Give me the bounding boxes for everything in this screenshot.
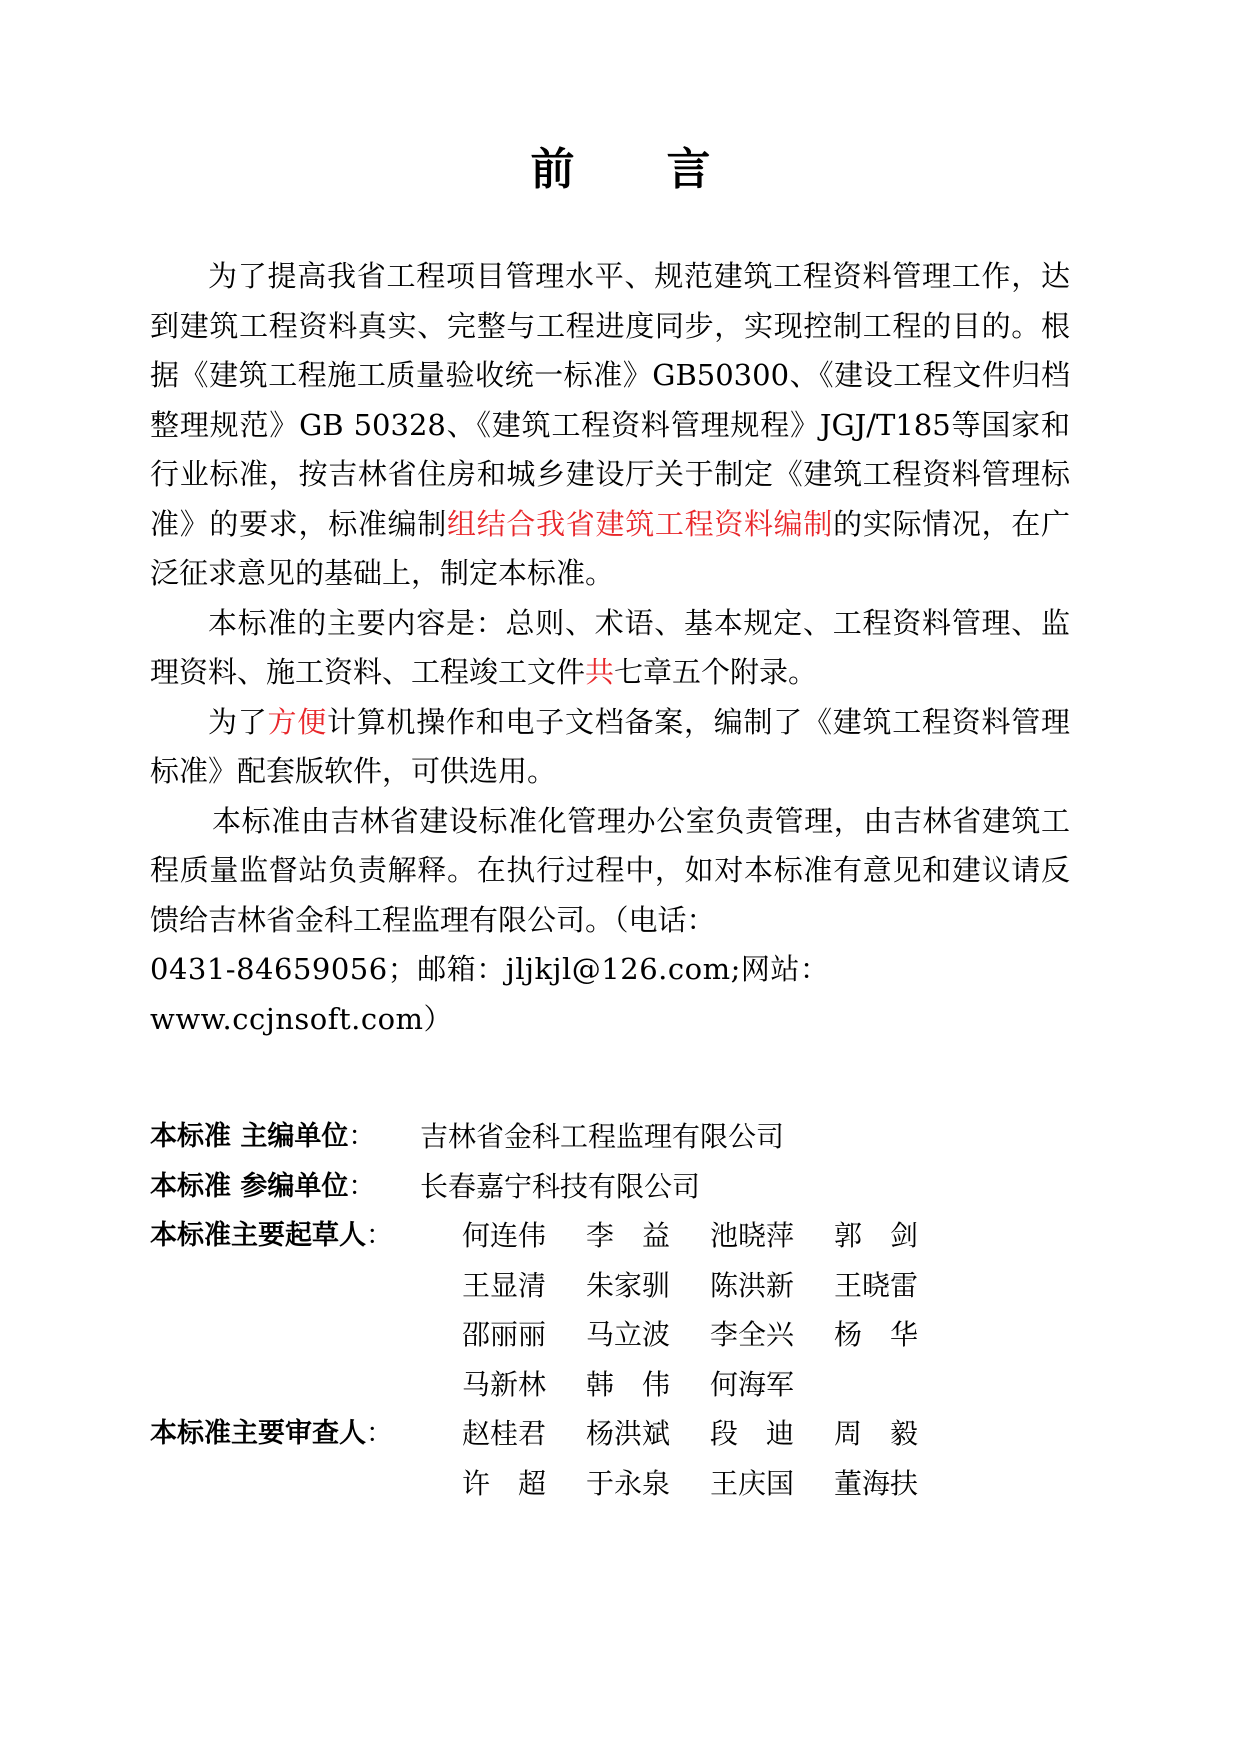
paragraph-3-text: 为了	[208, 704, 268, 739]
paragraph-3-highlight: 方便	[267, 704, 327, 739]
chief-unit-label: 本标准 主编单位：	[150, 1121, 376, 1152]
drafter-name: 王显清	[462, 1268, 547, 1302]
contact-phone-email: 0431-84659056；邮箱：jljkjl@126.com;网站：	[150, 952, 830, 986]
paragraph-2	[150, 599, 1070, 698]
drafter-name: 杨 华	[834, 1318, 919, 1351]
preface-body	[150, 252, 1070, 1044]
paragraph-3	[150, 698, 1070, 797]
contact-line	[150, 945, 1070, 995]
paragraph-2-text: 本标准的主要内容是：总则、术语、基本规定、工程资料管理、监理资料、施工资料、工程竣工文件	[150, 605, 1070, 689]
website-line	[150, 995, 1070, 1045]
drafter-name: 朱家驯	[586, 1268, 671, 1302]
paragraph-1	[150, 252, 1070, 599]
reviewers-label: 本标准主要审查人：	[150, 1418, 393, 1449]
paragraph-2-highlight: 共	[585, 655, 615, 689]
drafter-name: 何海军	[710, 1367, 795, 1401]
drafter-name: 马新林	[462, 1367, 547, 1401]
reviewer-name: 杨洪斌	[586, 1417, 671, 1450]
drafter-name: 邵丽丽	[462, 1318, 547, 1351]
reviewer-name: 董海扶	[834, 1466, 919, 1500]
drafter-name: 池晓萍	[710, 1219, 795, 1252]
reviewer-name: 许 超	[462, 1466, 547, 1500]
reviewer-name: 于永泉	[586, 1466, 671, 1500]
drafter-name: 陈洪新	[710, 1268, 795, 1302]
drafter-name: 李 益	[586, 1219, 671, 1252]
paragraph-4	[150, 797, 1070, 946]
paragraph-1-text: 为了提高我省工程项目管理水平、规范建筑工程资料管理工作，达到建筑工程资料真实、完整与工程进度同步，实现控制工程的目的。根据《建筑工程施工质量验收统一标准》GB50300、《建设工程文件归档整理规范》GB 50328、《建筑工程资料管理规程》JGJ/T185等国家和行业标准，按吉林省住房和城乡建设厅关于制定《建筑工程资料管理标准》的要求，标准编制	[150, 259, 1070, 541]
paragraph-3-text-end: 计算机操作和电子文档备案，编制了《建筑工程资料管理标准》配套版软件，可供选用。	[150, 704, 1070, 788]
page-title	[0, 140, 1241, 200]
reviewer-name: 王庆国	[710, 1466, 795, 1500]
drafters-label: 本标准主要起草人：	[150, 1220, 393, 1251]
co-unit-value: 长春嘉宁科技有限公司	[420, 1169, 701, 1203]
drafter-name: 郭 剑	[834, 1219, 919, 1252]
reviewer-name: 周 毅	[834, 1417, 919, 1450]
co-unit-label: 本标准 参编单位：	[150, 1170, 376, 1202]
drafter-name: 韩 伟	[586, 1367, 671, 1401]
chief-unit-value: 吉林省金科工程监理有限公司	[420, 1120, 785, 1153]
contact-website: www.ccjnsoft.com）	[150, 1001, 454, 1036]
drafter-name: 马立波	[586, 1318, 671, 1351]
paragraph-2-text-end: 七章五个附录。	[614, 655, 818, 689]
title-char-1: 前	[530, 144, 575, 195]
reviewer-name: 赵桂君	[462, 1417, 547, 1450]
paragraph-4-text: 本标准由吉林省建设标准化管理办公室负责管理，由吉林省建筑工程质量监督站负责解释。在执行过程中，如对本标准有意见和建议请反馈给吉林省金科工程监理有限公司。（电话：	[150, 803, 1070, 937]
paragraph-1-text-end: 的实际情况，在广泛征求意见的基础上，制定本标准。	[150, 506, 1070, 590]
drafter-name: 李全兴	[710, 1318, 795, 1351]
drafter-name: 何连伟	[462, 1219, 547, 1252]
paragraph-1-highlight: 组结合我省建筑工程资料编制	[447, 506, 834, 541]
title-char-2: 言	[666, 144, 711, 195]
drafter-name: 王晓雷	[834, 1268, 919, 1302]
reviewer-name: 段 迪	[710, 1417, 795, 1450]
